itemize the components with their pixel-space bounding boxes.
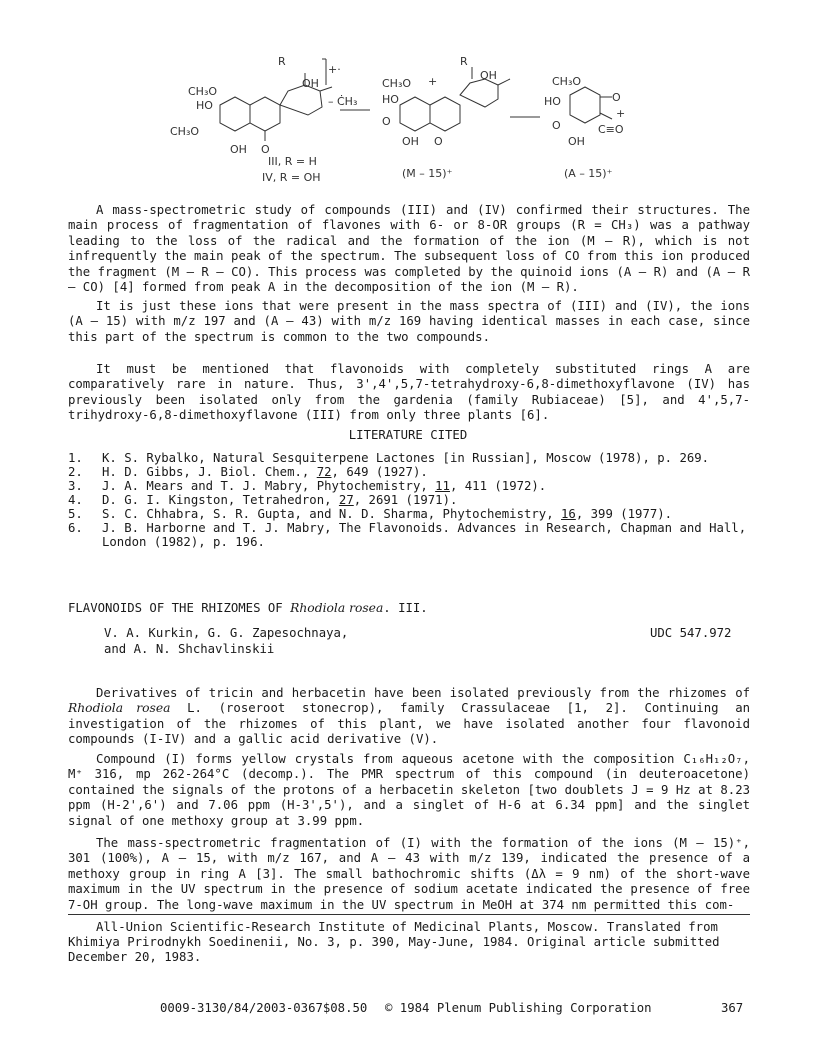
r-top-label: R (278, 55, 286, 68)
paragraph-1: A mass-spectrometric study of compounds (III) and (IV) confirmed their structures. The main process of fragmentation of flavones with 6- or 8-OR groups (R = CH₃) was a pathway leading to the loss of the radical and the formation of the ion (M – R), which is not infrequently the main peak of the spectrum. The subsequent loss of CO from this ion produced the fragment (M – R – CO). This process was completed by the quinoid ions (A – R) and (A – R – CO) [4] formed from peak A in the decomposition of the ion (M – R). (68, 203, 750, 295)
reference-number: 3. (68, 479, 83, 493)
reference-text: J. B. Harborne and T. J. Mabry, The Flavonoids. Advances in Research, Chapman and Hall, London (1982), p. 196. (102, 521, 747, 549)
authors-line: V. A. Kurkin, G. G. Zapesochnaya, (104, 626, 349, 640)
fragmentation-scheme (150, 55, 710, 195)
a15-oh-bottom: OH (568, 135, 585, 148)
reference-number: 5. (68, 507, 83, 521)
m15-o-bottom: O (434, 135, 443, 148)
m15-plus: + (428, 75, 438, 88)
ring-c (250, 97, 280, 131)
m15-o-left: O (382, 115, 391, 128)
oh-bottom-label: OH (230, 143, 247, 156)
footnote-rule (68, 914, 750, 915)
authors-line: and A. N. Shchavlinskii (104, 641, 275, 656)
reference-list (68, 451, 750, 549)
o-bottom-label: O (261, 143, 270, 156)
r-label-iv: IV, R = OH (262, 171, 321, 184)
m15-ch3o-label: CH₃O (382, 77, 412, 90)
ho-left-label: HO (196, 99, 213, 112)
reference-item (68, 521, 750, 549)
reference-number: 4. (68, 493, 83, 507)
radical-sign: +· (328, 63, 341, 76)
article-paragraph-3: The mass-spectrometric fragmentation of (I) with the formation of the ions (M – 15)⁺, 301 (100%), A – 15, with m/z 167, and A – 43 with m/z 139, indicated the presence of a methoxy group in ring A [3]. The small bathochromic shifts (Δλ = 9 nm) of the short-wave maximum in the UV spectrum in the presence of sodium acetate indicated the presence of free 7-OH group. The long-wave maximum in the UV spectrum in MeOH at 374 nm permitted this com- (68, 836, 750, 912)
literature-heading: LITERATURE CITED (348, 428, 468, 442)
m15-r-label: R (460, 55, 468, 68)
udc-code: UDC 547.972 (650, 626, 732, 640)
m15-ion-label: (M – 15)⁺ (402, 167, 453, 180)
reference-text: K. S. Rybalko, Natural Sesquiterpene Lactones [in Russian], Moscow (1978), p. 269. (102, 451, 710, 465)
footer-copyright: © 1984 Plenum Publishing Corporation (385, 1001, 652, 1015)
page-number: 367 (721, 1001, 744, 1015)
r-label-iii: III, R = H (268, 155, 317, 168)
a15-plus: + (616, 107, 626, 120)
footer-code: 0009-3130/84/2003-0367$08.50 (160, 1001, 368, 1015)
reference-text: D. G. I. Kingston, Tetrahedron, 27, 2691 (1971). (102, 493, 458, 507)
a15-ion-label: (A – 15)⁺ (564, 167, 613, 180)
a15-ho-label: HO (544, 95, 561, 108)
reference-item (68, 493, 750, 507)
a15-ch3o-label: CH₃O (552, 75, 582, 88)
ring-c-m15 (430, 97, 460, 131)
oh-label: OH (302, 77, 319, 90)
reference-text: S. C. Chhabra, S. R. Gupta, and N. D. Sharma, Phytochemistry, 16, 399 (1977). (102, 507, 673, 521)
article-title: FLAVONOIDS OF THE RHIZOMES OF Rhodiola rosea. III. (68, 601, 428, 615)
reference-number: 1. (68, 451, 83, 465)
reference-text: H. D. Gibbs, J. Biol. Chem., 72, 649 (1927). (102, 465, 428, 479)
a15-c-eq-o: C≡O (598, 123, 624, 136)
a15-o-right: O (612, 91, 621, 104)
reference-item (68, 465, 750, 479)
ch3o-top-label: CH₃O (188, 85, 218, 98)
m15-oh-bottom: OH (402, 135, 419, 148)
ring-b-m15 (460, 79, 498, 107)
reference-item (68, 507, 750, 521)
reference-item (68, 479, 750, 493)
article-paragraph-2: Compound (I) forms yellow crystals from aqueous acetone with the composition C₁₆H₁₂O₇, M⁺ 316, mp 262-264°C (decomp.). The PMR spectrum of this compound (in deuteroacetone) contained the signals of the protons of a herbacetin skeleton [two doublets J = 9 Hz at 8.23 ppm (H-2',6') and 7.06 ppm (H-3',5'), and a singlet of H-6 at 6.34 ppm] and the singlet signal of one methoxy group at 3.99 ppm. (68, 752, 750, 828)
ring-a-m15 (400, 97, 430, 131)
article-paragraph-1: Derivatives of tricin and herbacetin have been isolated previously from the rhizomes of Rhodiola rosea L. (roseroot stonecrop), family Crassulaceae [1, 2]. Continuing an investigation of the rhizomes of this plant, we have isolated another four flavonoid compounds (I-IV) and a gallic acid derivative (V). (68, 686, 750, 747)
loss-label: – ĊH₃ (328, 95, 358, 108)
reference-text: J. A. Mears and T. J. Mabry, Phytochemistry, 11, 411 (1972). (102, 479, 547, 493)
reference-number: 2. (68, 465, 83, 479)
ring-a (220, 97, 250, 131)
paragraph-3: It must be mentioned that flavonoids with completely substituted rings A are comparatively rare in nature. Thus, 3',4',5,7-tetrahydroxy-6,8-dimethoxyflavone (IV) has previously been isolated only from the gardenia (family Rubiaceae) [5], and 4',5,7-trihydroxy-6,8-dimethoxyflavone (III) from only three plants [6]. (68, 362, 750, 423)
footnote: All-Union Scientific-Research Institute of Medicinal Plants, Moscow. Translated from Khimiya Prirodnykh Soedinenii, No. 3, p. 390, May-June, 1984. Original article submitted December 20, 1983. (68, 920, 720, 964)
m15-oh-label: OH (480, 69, 497, 82)
m15-ho-label: HO (382, 93, 399, 106)
a15-o-left: O (552, 119, 561, 132)
reference-item (68, 451, 750, 465)
paragraph-2: It is just these ions that were present in the mass spectra of (III) and (IV), the ions (A – 15) with m/z 197 and (A – 43) with m/z 169 having identical masses in each case, since this part of the spectrum is common to the two compounds. (68, 299, 750, 344)
ring-a-a15 (570, 87, 600, 123)
reference-number: 6. (68, 521, 83, 535)
authors (104, 626, 348, 657)
ch3o-bottom-label: CH₃O (170, 125, 200, 138)
